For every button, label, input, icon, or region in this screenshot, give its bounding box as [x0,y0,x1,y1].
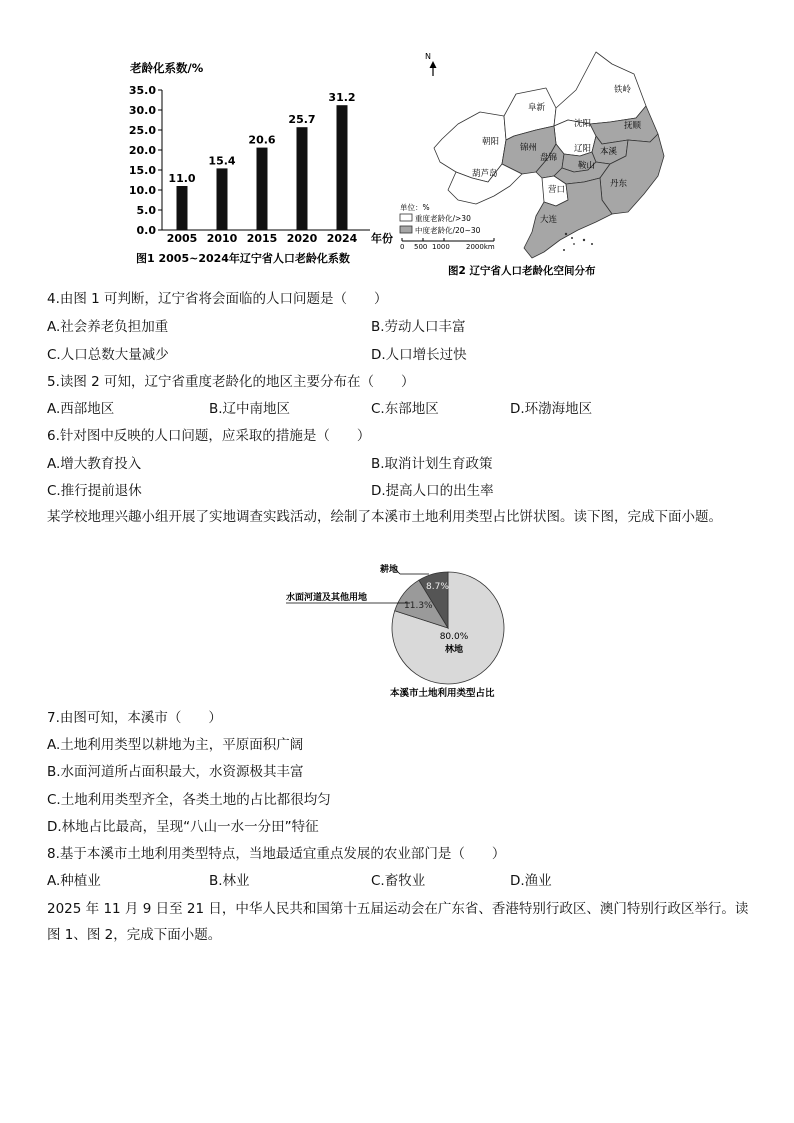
fig1-xtick-2020: 2020 [286,232,318,245]
fig1-ytick-label: 20.0 [128,144,156,157]
fig1-data-label-2020: 25.7 [288,113,316,127]
fig1-ytick-label: 15.0 [128,164,156,177]
fig1-xtick-2015: 2015 [246,232,278,245]
fig1-x-suffix: 年份 [371,232,393,245]
scale-label-500: 500 [414,243,428,251]
pie-label-forest: 林地 [444,645,464,655]
q5-option-c[interactable]: C.东部地区 [371,401,439,417]
fig1-ytick-label: 30.0 [128,104,156,117]
fig1-data-label-2024: 31.2 [328,91,356,105]
intro-games: 2025 年 11 月 9 日至 21 日，中华人民共和国第十五届运动会在广东省、香港特别行政区、澳门特别行政区举行。读图 1、图 2，完成下面小题。 [47,901,749,943]
scale-label-1000: 1000 [432,243,450,251]
q6-option-b[interactable]: B.取消计划生育政策 [371,456,493,472]
q4-option-b[interactable]: B.劳动人口丰富 [371,319,466,335]
city-label: 抚顺 [624,121,642,131]
city-label: 葫芦岛 [472,169,498,179]
q7-option-b[interactable]: B.水面河道所占面积最大，水资源极其丰富 [47,764,304,780]
north-arrow-icon [430,61,437,76]
legend-swatch-moderate [400,226,412,233]
fig1-ylabel: 老龄化系数/% [130,61,204,75]
q5-option-a[interactable]: A.西部地区 [47,401,115,417]
fig1-data-label-2010: 15.4 [208,154,236,168]
fig2-caption: 图2 辽宁省人口老龄化空间分布 [448,265,596,277]
fig1-bar-2024 [337,105,348,230]
region-tieling [554,52,646,126]
legend-swatch-severe [400,214,412,221]
pie-label-water: 水面河道及其他用地 [286,593,368,603]
city-label: 阜新 [528,103,546,113]
q6-option-c[interactable]: C.推行提前退休 [47,483,142,499]
pie-value-water: 11.3% [404,601,433,611]
q4-option-d[interactable]: D.人口增长过快 [371,347,467,363]
scale-label-0: 0 [400,243,405,251]
q4-option-a[interactable]: A.社会养老负担加重 [47,319,169,335]
q8-option-a[interactable]: A.种植业 [47,873,101,889]
q8-option-b[interactable]: B.林业 [209,873,250,889]
city-label: 丹东 [610,179,628,189]
city-label: 盘锦 [540,153,558,163]
fig1-ytick-label: 0.0 [136,224,156,237]
fig1-ytick-label: 5.0 [136,204,156,217]
city-label: 辽阳 [574,144,592,154]
fig2-map [396,44,686,284]
fig1-bar-2020 [297,127,308,230]
city-label: 铁岭 [614,85,632,95]
q5-option-d[interactable]: D.环渤海地区 [510,401,593,417]
city-label: 朝阳 [482,137,500,147]
region-dalian [524,178,612,258]
legend-item-moderate: 中度老龄化/20~30 [415,226,481,235]
q4-option-c[interactable]: C.人口总数大量减少 [47,347,169,363]
q5-option-b[interactable]: B.辽中南地区 [209,401,291,417]
fig1-xtick-2024: 2024 [326,232,358,245]
pie-value-arable: 8.7% [426,582,449,592]
q6-option-a[interactable]: A.增大教育投入 [47,456,142,472]
q6-option-d[interactable]: D.提高人口的出生率 [371,483,494,499]
fig1-ytick-label: 35.0 [128,84,156,97]
q8-option-d[interactable]: D.渔业 [510,873,552,889]
city-label: 营口 [548,185,566,195]
q8-stem: 8.基于本溪市土地利用类型特点，当地最适宜重点发展的农业部门是（ ） [47,846,506,862]
fig1-bar-2005 [177,186,188,230]
q7-stem: 7.由图可知，本溪市（ ） [47,710,222,726]
q8-option-c[interactable]: C.畜牧业 [371,873,426,889]
q5-stem: 5.读图 2 可知，辽宁省重度老龄化的地区主要分布在（ ） [47,374,415,390]
scale-bar [400,238,495,251]
fig1-bar-2015 [257,148,268,230]
city-label: 本溪 [600,147,618,157]
pie-label-arable: 耕地 [380,565,399,575]
q7-option-d[interactable]: D.林地占比最高，呈现“八山一水一分田”特征 [47,819,319,835]
fig1-chart [120,58,410,272]
q7-option-c[interactable]: C.土地利用类型齐全，各类土地的占比都很均匀 [47,792,331,808]
fig1-data-label-2005: 11.0 [168,172,196,185]
fig1-bar-2010 [217,168,228,230]
q6-stem: 6.针对图中反映的人口问题，应采取的措施是（ ） [47,428,371,444]
q7-option-a[interactable]: A.土地利用类型以耕地为主，平原面积广阔 [47,737,304,753]
fig1-caption: 图1 2005~2024年辽宁省人口老龄化系数 [136,252,350,265]
pie-value-forest: 80.0% [439,632,469,642]
legend-title: 单位：% [400,203,430,212]
fig1-ytick-label: 25.0 [128,124,156,137]
city-label: 鞍山 [578,161,596,171]
city-label: 大连 [540,215,558,225]
city-label: 沈阳 [574,119,592,129]
scale-label-2000: 2000km [466,243,495,251]
city-label: 锦州 [520,143,538,153]
legend-item-severe: 重度老龄化/>30 [415,214,471,223]
pie-title: 本溪市土地利用类型占比 [390,688,495,699]
q4-stem: 4.由图 1 可判断，辽宁省将会面临的人口问题是（ ） [47,291,388,307]
fig1-xtick-2010: 2010 [206,232,238,245]
pie-chart [282,560,522,702]
fig1-ytick-label: 10.0 [128,184,156,197]
intro-benxi: 某学校地理兴趣小组开展了实地调查实践活动，绘制了本溪市土地利用类型占比饼状图。读下图，完成下面小题。 [47,509,722,525]
north-label: N [425,52,431,61]
fig1-data-label-2015: 20.6 [248,133,276,147]
fig1-xtick-2005: 2005 [166,232,198,245]
